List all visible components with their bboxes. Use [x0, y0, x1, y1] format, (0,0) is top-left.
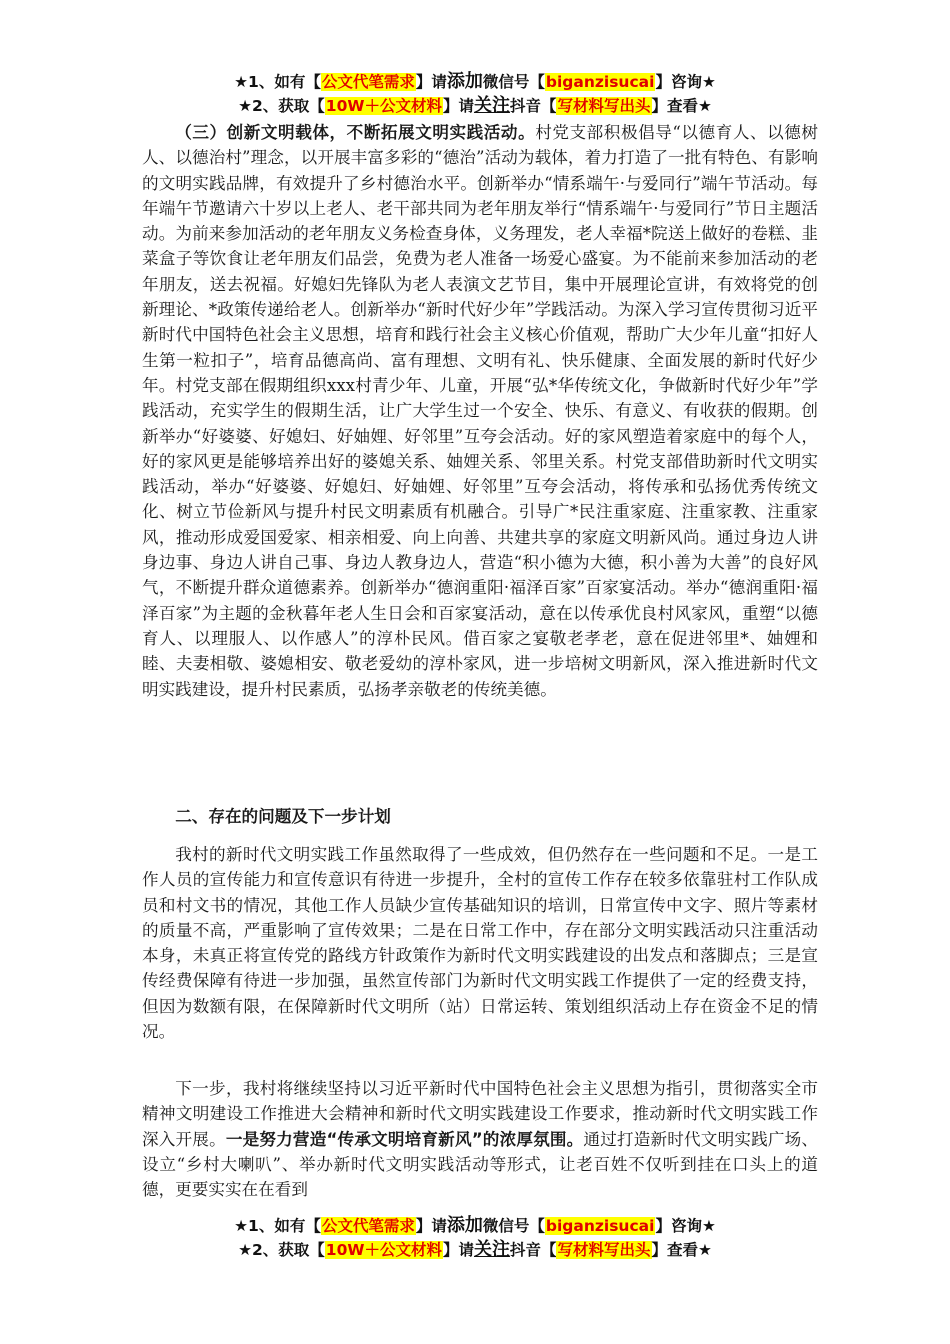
promo-douyin-id: 写材料写出头 — [557, 1241, 651, 1259]
promo-text: 】请 — [415, 1217, 447, 1235]
promo-text: 】请 — [415, 73, 447, 91]
promo-douyin-id: 写材料写出头 — [557, 97, 651, 115]
promo-line-1 — [0, 70, 950, 94]
promo-text: ★1、如有【 — [234, 1217, 321, 1235]
promo-line-1 — [0, 1214, 950, 1238]
section-3-heading: （三）创新文明载体，不断拓展文明实践活动。 — [175, 123, 536, 142]
section-3-paragraph — [142, 120, 818, 702]
promo-emphasis: 关注 — [473, 1239, 510, 1260]
promo-text: 】查看★ — [651, 97, 712, 115]
next-steps-paragraph — [142, 1076, 818, 1202]
promo-text: ★2、获取【 — [238, 97, 325, 115]
promo-emphasis: 添加 — [446, 1215, 483, 1236]
problems-text: 我村的新时代文明实践工作虽然取得了一些成效，但仍然存在一些问题和不足。一是工作人员的宣传能力和宣传意识有待进一步提升，全村的宣传工作存在较多依靠驻村工作队成员和村文书的情况，其他工作人员缺少宣传基础知识的培训，日常宣传中文字、照片等素材的质量不高，严重影响了宣传效果；二是在日常工作中，存在部分文明实践活动只注重活动本身，未真正将宣传党的路线方针政策作为新时代文明实践建设的出发点和落脚点；三是宣传经费保障有待进一步加强，虽然宣传部门为新时代文明实践工作提供了一定的经费支持，但因为数额有限，在保障新时代文明所（站）日常运转、策划组织活动上存在资金不足的情况。 — [142, 845, 818, 1042]
promo-text: ★1、如有【 — [234, 73, 321, 91]
promo-highlight: 公文代笔需求 — [321, 73, 415, 91]
problems-paragraph — [142, 842, 818, 1044]
next-steps-text: 下一步，我村将继续坚持以习近平新时代中国特色社会主义思想为指引，贯彻落实全市精神文明建设工作推进大会精神和新时代文明实践建设工作要求，推动新时代文明实践工作深入开展。 — [142, 1079, 818, 1149]
next-steps-bold: 一是努力营造“传承文明培育新风”的浓厚氛围。 — [225, 1129, 584, 1149]
promo-text: 】请 — [442, 97, 474, 115]
promo-banner-bottom — [0, 1214, 950, 1262]
promo-line-2 — [0, 1238, 950, 1262]
section-2-heading: 二、存在的问题及下一步计划 — [175, 807, 391, 826]
promo-banner-top — [0, 70, 950, 118]
promo-emphasis: 添加 — [446, 71, 483, 92]
promo-text: 】咨询★ — [655, 1217, 716, 1235]
promo-text: ★2、获取【 — [238, 1241, 325, 1259]
promo-text: 抖音【 — [509, 97, 557, 115]
promo-text: 微信号【 — [482, 73, 545, 91]
promo-highlight: 公文代笔需求 — [321, 1217, 415, 1235]
promo-text: 】咨询★ — [655, 73, 716, 91]
promo-text: 微信号【 — [482, 1217, 545, 1235]
promo-highlight: 10W＋公文材料 — [325, 1241, 442, 1259]
section-3-body: 村党支部积极倡导“以德育人、以德树人、以德治村”理念，以开展丰富多彩的“德治”活动为载体，着力打造了一批有特色、有影响的文明实践品牌，有效提升了乡村德治水平。创新举办“情系端午·与爱同行”端午节活动。每年端午节邀请六十岁以上老人、老干部共同为老年朋友举行“情系端午·与爱同行”节日主题活动。为前来参加活动的老年朋友义务检查身体，义务理发，老人幸福*院送上做好的卷糕、韭菜盒子等饮食让老年朋友们品尝，免费为老人准备一场爱心盛宴。为不能前来参加活动的老年朋友，送去祝福。好媳妇先锋队为老人表演文艺节目，集中开展理论宣讲，有效将党的创新理论、*政策传递给老人。创新举办“新时代好少年”学践活动。为深入学习宣传贯彻习近平新时代中国特色社会主义思想，培育和践行社会主义核心价值观，帮助广大少年儿童“扣好人生第一粒扣子”，培育品德高尚、富有理想、文明有礼、快乐健康、全面发展的新时代好少年。村党支部在假期组织xxx村青少年、儿童，开展“弘*华传统文化，争做新时代好少年”学践活动，充实学生的假期生活，让广大学生过一个安全、快乐、有意义、有收获的假期。创新举办“好婆婆、好媳妇、好妯娌、好邻里”互夸会活动。好的家风塑造着家庭中的每个人，好的家风更是能够培养出好的婆媳关系、妯娌关系、邻里关系。村党支部借助新时代文明实践活动，举办“好婆婆、好媳妇、好妯娌、好邻里”互夸会活动，将传承和弘扬优秀传统文化、树立节俭新风与提升村民文明素质有机融合。引导广*民注重家庭、注重家教、注重家风，推动形成爱国爱家、相亲相爱、向上向善、共建共享的家庭文明新风尚。通过身边人讲身边事、身边人讲自己事、身边人教身边人，营造“积小德为大德，积小善为大善”的良好风气，不断提升群众道德素养。创新举办“德润重阳·福泽百家”百家宴活动。举办“德润重阳·福泽百家”为主题的金秋暮年老人生日会和百家宴活动，意在以传承优良村风家风，重塑“以德育人、以理服人、以作感人”的淳朴民风。借百家之宴敬老孝老，意在促进邻里*、妯娌和睦、夫妻相敬、婆媳相安、敬老爱幼的淳朴家风，进一步培树文明新风，深入推进新时代文明实践建设，提升村民素质，弘扬孝亲敬老的传统美德。 — [142, 123, 819, 699]
promo-text: 抖音【 — [509, 1241, 557, 1259]
promo-emphasis: 关注 — [473, 95, 510, 116]
promo-text: 】请 — [442, 1241, 474, 1259]
promo-wechat-id: biganzisucai — [545, 73, 655, 91]
next-steps-text-cont: 通过打造新时代文明实践广场、设立“乡村大喇叭”、举办新时代文明实践活动等形式，让老百姓不仅听到挂在口头上的道德，更要实实在在看到 — [142, 1129, 819, 1200]
promo-wechat-id: biganzisucai — [545, 1217, 655, 1235]
promo-line-2 — [0, 94, 950, 118]
promo-text: 】查看★ — [651, 1241, 712, 1259]
promo-highlight: 10W＋公文材料 — [325, 97, 442, 115]
